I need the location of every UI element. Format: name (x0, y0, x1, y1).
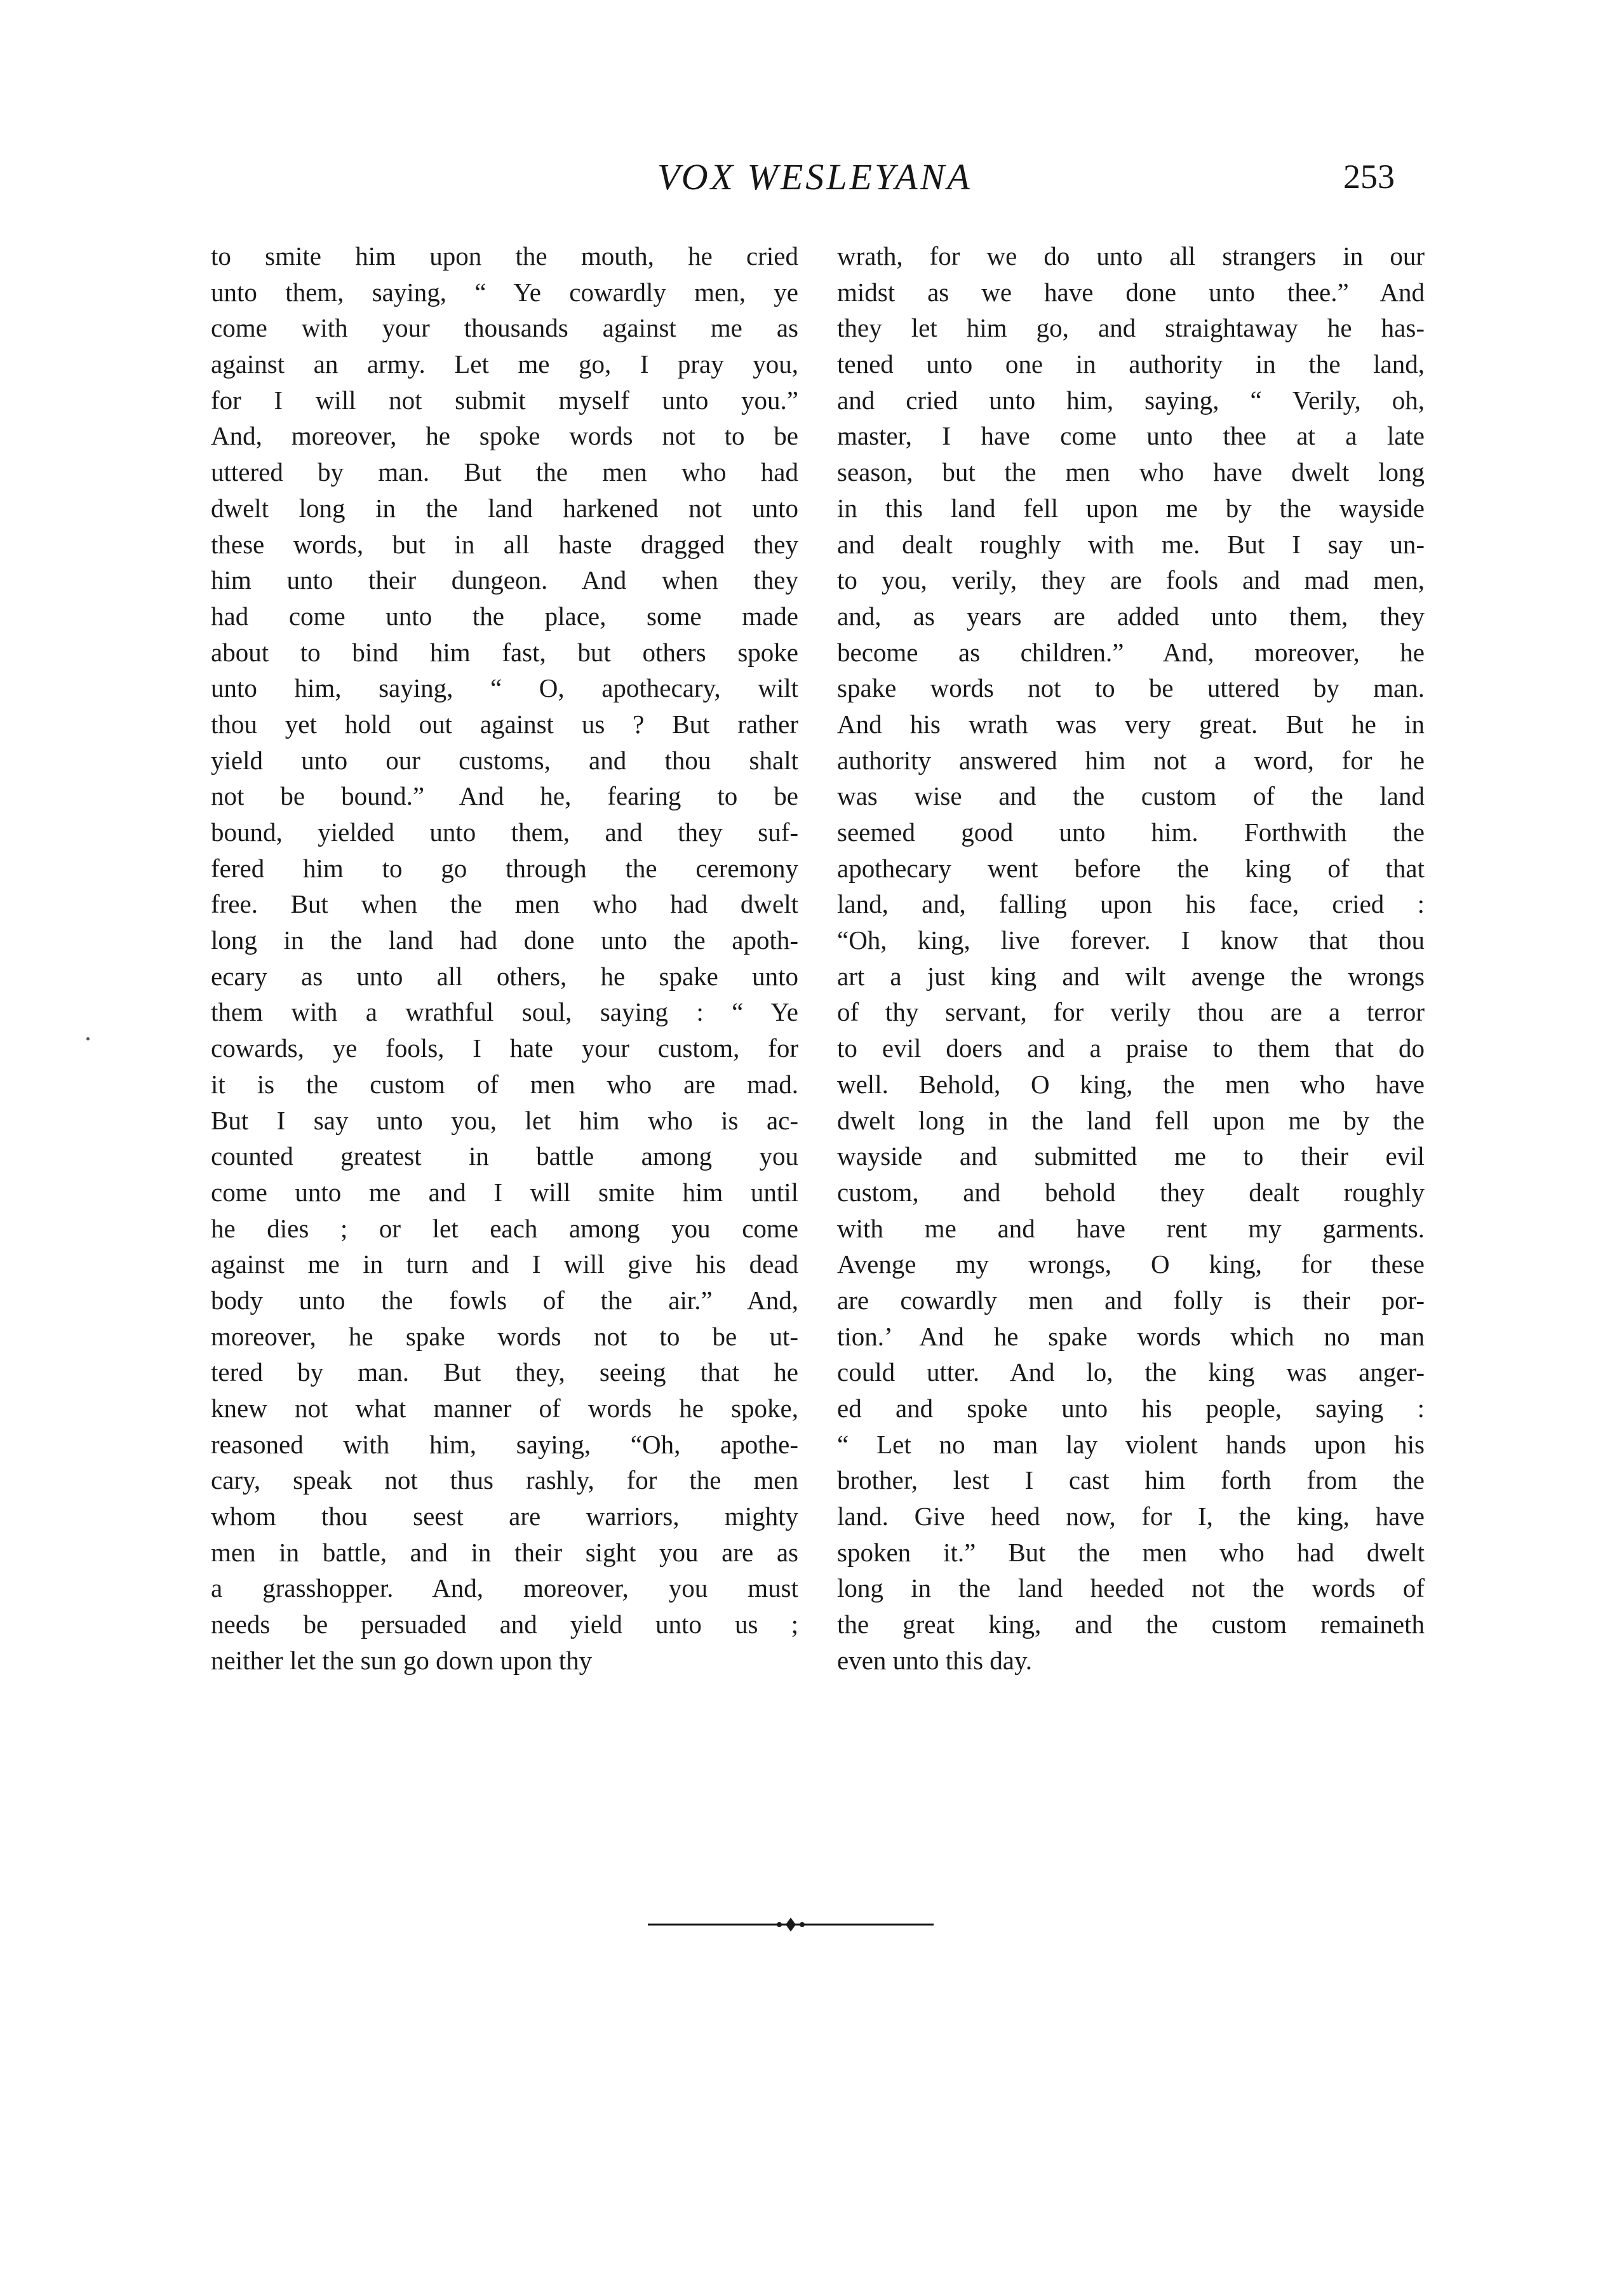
journal-title: VOX WESLEYANA (657, 156, 972, 198)
text-line: bound, yielded unto them, and they suf- (211, 817, 798, 847)
text-line: custom, and behold they dealt roughly (837, 1177, 1425, 1207)
text-line: men in battle, and in their sight you are as (211, 1537, 798, 1567)
text-line: season, but the men who have dwelt long (837, 457, 1425, 487)
text-line: thou yet hold out against us ? But rather (211, 709, 798, 739)
text-line: they let him go, and straightaway he has- (837, 313, 1425, 343)
text-line: Avenge my wrongs, O king, for these (837, 1249, 1425, 1279)
text-line: unto them, saying, “ Ye cowardly men, ye (211, 277, 798, 307)
page-number: 253 (1343, 158, 1395, 196)
text-line: of thy servant, for verily thou are a terror (837, 997, 1425, 1027)
text-line: apothecary went before the king of that (837, 853, 1425, 883)
right-text-column (837, 238, 1425, 1679)
text-line: dwelt long in the land harkened not unto (211, 493, 798, 523)
text-line: about to bind him fast, but others spoke (211, 637, 798, 667)
text-line: and, as years are added unto them, they (837, 601, 1425, 631)
text-line: brother, lest I cast him forth from the (837, 1465, 1425, 1495)
text-line: authority answered him not a word, for he (837, 745, 1425, 775)
text-line: tered by man. But they, seeing that he (211, 1357, 798, 1387)
text-line: come with your thousands against me as (211, 313, 798, 343)
text-line: tened unto one in authority in the land, (837, 349, 1425, 379)
text-line: “Oh, king, live forever. I know that thou (837, 925, 1425, 955)
text-line: counted greatest in battle among you (211, 1141, 798, 1171)
text-line: to you, verily, they are fools and mad men, (837, 565, 1425, 595)
text-line: cary, speak not thus rashly, for the men (211, 1465, 798, 1495)
text-line: to evil doers and a praise to them that do (837, 1033, 1425, 1063)
text-line: in this land fell upon me by the wayside (837, 493, 1425, 523)
text-line: neither let the sun go down upon thy (211, 1645, 593, 1675)
text-line: seemed good unto him. Forthwith the (837, 817, 1425, 847)
text-line: uttered by man. But the men who had (211, 457, 798, 487)
text-line: spake words not to be uttered by man. (837, 673, 1425, 703)
text-line: free. But when the men who had dwelt (211, 889, 798, 919)
text-line: whom thou seest are warriors, mighty (211, 1502, 798, 1531)
text-line: it is the custom of men who are mad. (211, 1069, 798, 1099)
text-line: art a just king and wilt avenge the wrongs (837, 961, 1425, 991)
text-line: become as children.” And, moreover, he (837, 637, 1425, 667)
text-line: the great king, and the custom remaineth (837, 1610, 1425, 1639)
text-line: “ Let no man lay violent hands upon his (837, 1429, 1425, 1459)
text-line: he dies ; or let each among you come (211, 1213, 798, 1243)
text-line: land. Give heed now, for I, the king, have (837, 1502, 1425, 1531)
text-line: yield unto our customs, and thou shalt (211, 745, 798, 775)
text-line: a grasshopper. And, moreover, you must (211, 1573, 798, 1603)
text-line: ecary as unto all others, he spake unto (211, 961, 798, 991)
left-text-column (211, 238, 798, 1679)
text-line: against an army. Let me go, I pray you, (211, 349, 798, 379)
text-line: wayside and submitted me to their evil (837, 1141, 1425, 1171)
text-line: to smite him upon the mouth, he cried (211, 241, 798, 271)
text-line: not be bound.” And he, fearing to be (211, 781, 798, 811)
text-line: dwelt long in the land fell upon me by the (837, 1105, 1425, 1135)
running-head (0, 156, 1624, 206)
text-line: against me in turn and I will give his dead (211, 1249, 798, 1279)
print-speck (86, 1037, 90, 1040)
text-line: master, I have come unto thee at a late (837, 421, 1425, 451)
text-line: well. Behold, O king, the men who have (837, 1069, 1425, 1099)
text-line: and cried unto him, saying, “ Verily, oh, (837, 385, 1425, 415)
text-line: needs be persuaded and yield unto us ; (211, 1610, 798, 1639)
section-end-ornament-icon (648, 1915, 934, 1934)
text-line: unto him, saying, “ O, apothecary, wilt (211, 673, 798, 703)
text-line: midst as we have done unto thee.” And (837, 277, 1425, 307)
text-line: come unto me and I will smite him until (211, 1177, 798, 1207)
text-line: and dealt roughly with me. But I say un- (837, 529, 1425, 559)
text-line: cowards, ye fools, I hate your custom, for (211, 1033, 798, 1063)
text-line: wrath, for we do unto all strangers in our (837, 241, 1425, 271)
text-line: moreover, he spake words not to be ut- (211, 1321, 798, 1351)
text-line: long in the land had done unto the apoth- (211, 925, 798, 955)
text-line: body unto the fowls of the air.” And, (211, 1285, 798, 1315)
text-line: land, and, falling upon his face, cried : (837, 889, 1425, 919)
text-line: And his wrath was very great. But he in (837, 709, 1425, 739)
text-line: these words, but in all haste dragged they (211, 529, 798, 559)
text-line: had come unto the place, some made (211, 601, 798, 631)
text-line: And, moreover, he spoke words not to be (211, 421, 798, 451)
text-line: are cowardly men and folly is their por- (837, 1285, 1425, 1315)
text-line: fered him to go through the ceremony (211, 853, 798, 883)
text-line: knew not what manner of words he spoke, (211, 1394, 798, 1423)
text-line: with me and have rent my garments. (837, 1213, 1425, 1243)
text-line: him unto their dungeon. And when they (211, 565, 798, 595)
text-line: was wise and the custom of the land (837, 781, 1425, 811)
text-line: But I say unto you, let him who is ac- (211, 1105, 798, 1135)
text-line: spoken it.” But the men who had dwelt (837, 1537, 1425, 1567)
text-line: reasoned with him, saying, “Oh, apothe- (211, 1429, 798, 1459)
text-line: even unto this day. (837, 1645, 1033, 1675)
text-line: ed and spoke unto his people, saying : (837, 1394, 1425, 1423)
text-line: could utter. And lo, the king was anger- (837, 1357, 1425, 1387)
text-line: long in the land heeded not the words of (837, 1573, 1425, 1603)
text-line: them with a wrathful soul, saying : “ Ye (211, 997, 798, 1027)
text-line: tion.’ And he spake words which no man (837, 1321, 1425, 1351)
text-line: for I will not submit myself unto you.” (211, 385, 798, 415)
